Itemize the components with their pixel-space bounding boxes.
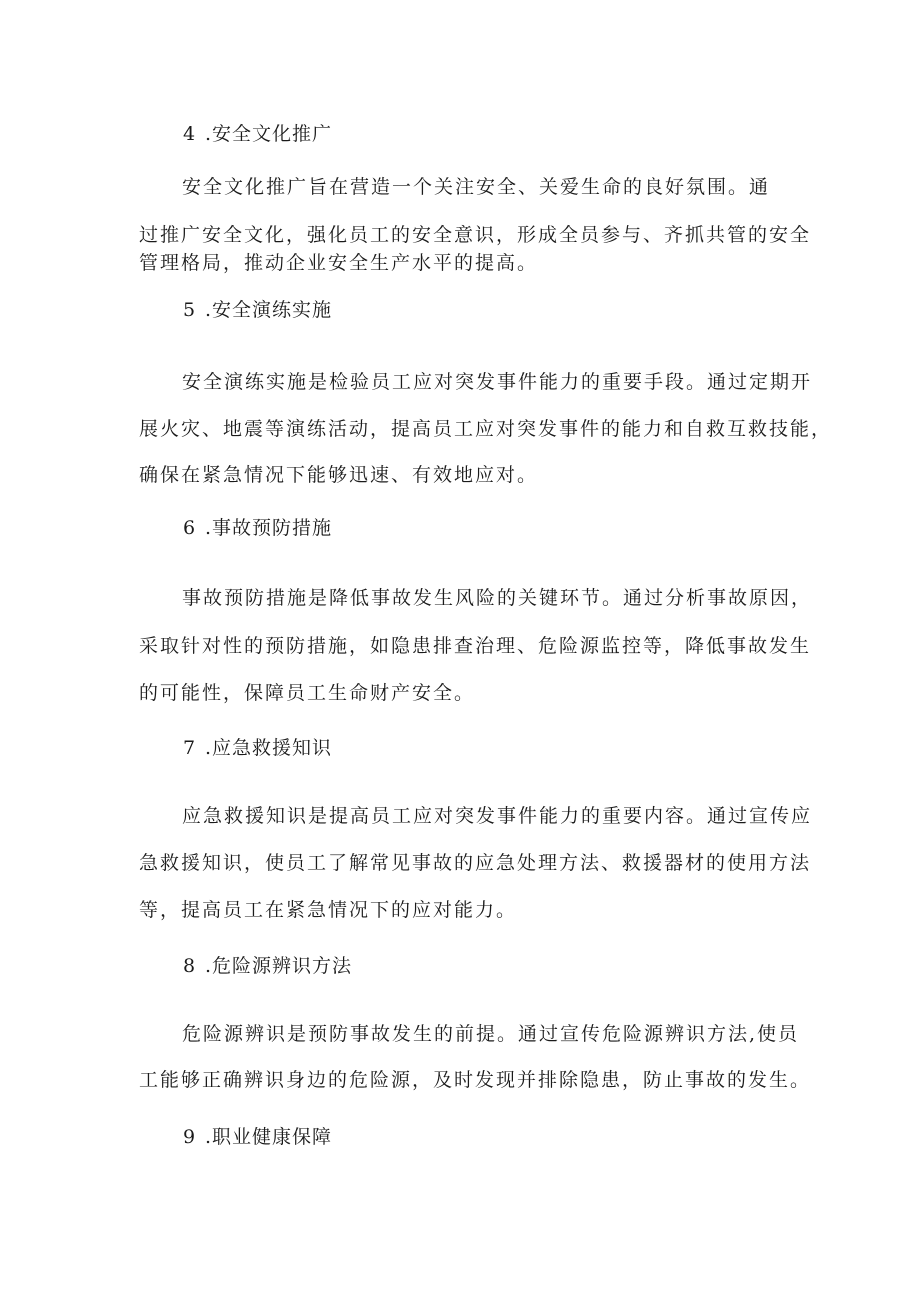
section-title: .安全文化推广 <box>205 123 333 145</box>
paragraph-line: 事故预防措施是降低事故发生风险的关键环节。通过分析事故原因， <box>182 587 813 609</box>
section-number: 7 <box>183 737 197 759</box>
paragraph-line: 过推广安全文化，强化员工的安全意识，形成全员参与、齐抓共管的安全 <box>139 224 812 246</box>
section-heading <box>183 736 332 760</box>
section-number: 4 <box>183 123 197 145</box>
section-number: 5 <box>183 299 197 321</box>
paragraph-line: 等，提高员工在紧急情况下的应对能力。 <box>139 899 518 921</box>
section-title: .危险源辨识方法 <box>205 955 353 977</box>
paragraph-line: 采取针对性的预防措施，如隐患排查治理、危险源监控等，降低事故发生 <box>139 635 812 657</box>
section-heading <box>183 516 332 540</box>
section-title: .安全演练实施 <box>205 299 333 321</box>
paragraph-line: 工能够正确辨识身边的危险源，及时发现并排除隐患，防止事故的发生。 <box>139 1069 812 1091</box>
section-title: .应急救援知识 <box>205 737 333 759</box>
section-heading <box>183 122 332 146</box>
section-number: 8 <box>183 955 197 977</box>
paragraph-line: 管理格局，推动企业安全生产水平的提高。 <box>139 252 539 274</box>
section-title: .事故预防措施 <box>205 517 333 539</box>
section-heading <box>183 1125 332 1149</box>
section-number: 9 <box>183 1126 197 1148</box>
paragraph-line: 急救援知识，使员工了解常见事故的应急处理方法、救援器材的使用方法 <box>139 852 812 874</box>
paragraph-line: 应急救援知识是提高员工应对突发事件能力的重要内容。通过宣传应 <box>182 805 813 827</box>
section-number: 6 <box>183 517 197 539</box>
paragraph-line: 危险源辨识是预防事故发生的前提。通过宣传危险源辨识方法,使员 <box>182 1023 800 1045</box>
paragraph-line: 的可能性，保障员工生命财产安全。 <box>139 682 476 704</box>
section-title: .职业健康保障 <box>205 1126 333 1148</box>
paragraph-line: 安全文化推广旨在营造一个关注安全、关爱生命的良好氛围。通 <box>182 176 771 198</box>
section-heading <box>183 954 352 978</box>
paragraph-line: 确保在紧急情况下能够迅速、有效地应对。 <box>139 464 539 486</box>
paragraph-line: 安全演练实施是检验员工应对突发事件能力的重要手段。通过定期开 <box>182 371 813 393</box>
paragraph-line: 展火灾、地震等演练活动，提高员工应对突发事件的能力和自救互救技能， <box>139 418 833 440</box>
section-heading <box>183 298 332 322</box>
